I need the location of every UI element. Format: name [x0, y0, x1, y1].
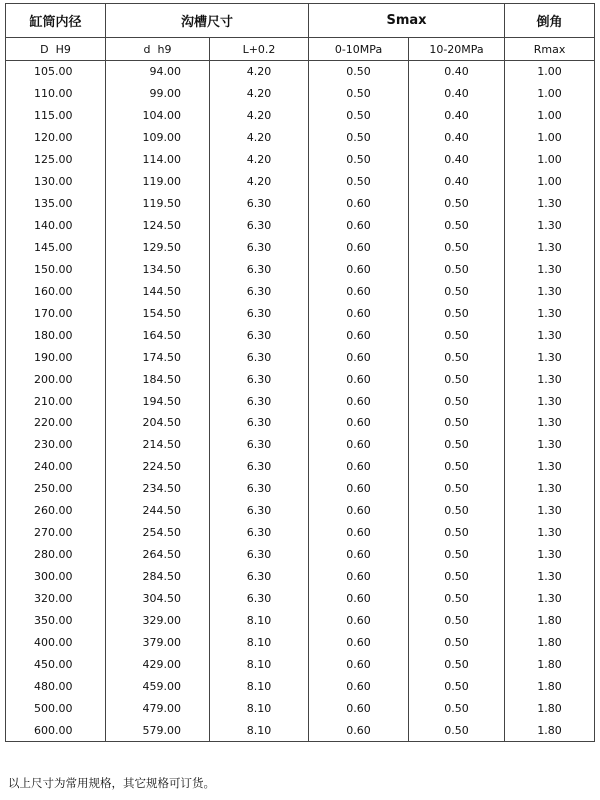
table-cell: 1.30: [505, 193, 595, 215]
subheader-l: L+0.2: [210, 38, 309, 61]
table-cell: 320.00: [6, 588, 106, 610]
table-cell: 450.00: [6, 653, 106, 675]
table-cell: 0.50: [409, 193, 505, 215]
table-cell: 0.50: [409, 653, 505, 675]
table-cell: 0.50: [409, 697, 505, 719]
table-cell: 1.30: [505, 434, 595, 456]
table-cell: 1.30: [505, 280, 595, 302]
table-row: [6, 83, 595, 105]
table-cell: 0.40: [409, 149, 505, 171]
table-cell: 8.10: [210, 653, 309, 675]
header-chamfer: 倒角: [505, 4, 595, 38]
table-cell: 174.50: [106, 346, 210, 368]
table-row: [6, 302, 595, 324]
table-cell: 109.00: [106, 127, 210, 149]
table-row: [6, 412, 595, 434]
table-cell: 114.00: [106, 149, 210, 171]
table-cell: 1.30: [505, 215, 595, 237]
table-cell: 150.00: [6, 258, 106, 280]
table-cell: 214.50: [106, 434, 210, 456]
table-cell: 6.30: [210, 434, 309, 456]
table-cell: 6.30: [210, 478, 309, 500]
table-cell: 4.20: [210, 61, 309, 83]
table-cell: 6.30: [210, 193, 309, 215]
table-row: [6, 127, 595, 149]
table-cell: 144.50: [106, 280, 210, 302]
table-cell: 0.50: [409, 522, 505, 544]
table-cell: 1.30: [505, 588, 595, 610]
table-cell: 170.00: [6, 302, 106, 324]
table-cell: 4.20: [210, 171, 309, 193]
table-cell: 1.80: [505, 653, 595, 675]
table-cell: 0.60: [309, 368, 409, 390]
table-cell: 140.00: [6, 215, 106, 237]
table-cell: 8.10: [210, 631, 309, 653]
table-cell: 579.00: [106, 719, 210, 741]
table-cell: 0.60: [309, 193, 409, 215]
table-row: [6, 149, 595, 171]
table-cell: 1.00: [505, 61, 595, 83]
table-cell: 0.50: [409, 324, 505, 346]
table-cell: 0.50: [409, 280, 505, 302]
table-cell: 124.50: [106, 215, 210, 237]
table-cell: 0.60: [309, 478, 409, 500]
table-cell: 1.80: [505, 675, 595, 697]
table-cell: 224.50: [106, 456, 210, 478]
table-cell: 0.60: [309, 653, 409, 675]
table-cell: 0.60: [309, 390, 409, 412]
table-cell: 204.50: [106, 412, 210, 434]
table-cell: 0.50: [409, 478, 505, 500]
table-cell: 244.50: [106, 500, 210, 522]
table-cell: 6.30: [210, 237, 309, 259]
table-cell: 145.00: [6, 237, 106, 259]
table-cell: 1.80: [505, 609, 595, 631]
table-cell: 190.00: [6, 346, 106, 368]
subheader-d-h9-groove: d h9: [106, 38, 210, 61]
table-cell: 135.00: [6, 193, 106, 215]
table-cell: 1.30: [505, 258, 595, 280]
table-cell: 0.40: [409, 105, 505, 127]
table-cell: 6.30: [210, 412, 309, 434]
table-row: [6, 434, 595, 456]
table-cell: 329.00: [106, 609, 210, 631]
table-row: [6, 588, 595, 610]
table-cell: 194.50: [106, 390, 210, 412]
table-cell: 1.30: [505, 302, 595, 324]
table-cell: 1.30: [505, 456, 595, 478]
table-row: [6, 280, 595, 302]
table-cell: 4.20: [210, 105, 309, 127]
table-cell: 1.00: [505, 127, 595, 149]
table-cell: 1.30: [505, 500, 595, 522]
table-cell: 1.30: [505, 346, 595, 368]
table-cell: 8.10: [210, 675, 309, 697]
table-cell: 0.50: [409, 544, 505, 566]
table-cell: 0.60: [309, 675, 409, 697]
subheader-0-10mpa: 0-10MPa: [309, 38, 409, 61]
table-cell: 0.60: [309, 522, 409, 544]
table-cell: 400.00: [6, 631, 106, 653]
subheader-rmax: Rmax: [505, 38, 595, 61]
table-row: [6, 675, 595, 697]
table-cell: 429.00: [106, 653, 210, 675]
table-cell: 0.50: [309, 105, 409, 127]
table-cell: 254.50: [106, 522, 210, 544]
table-cell: 0.50: [409, 719, 505, 741]
table-cell: 6.30: [210, 280, 309, 302]
table-cell: 500.00: [6, 697, 106, 719]
table-cell: 8.10: [210, 609, 309, 631]
table-cell: 350.00: [6, 609, 106, 631]
header-smax: Smax: [309, 4, 505, 38]
table-cell: 459.00: [106, 675, 210, 697]
table-cell: 160.00: [6, 280, 106, 302]
table-cell: 6.30: [210, 368, 309, 390]
table-cell: 0.40: [409, 83, 505, 105]
header-groove-size: 沟槽尺寸: [106, 4, 309, 38]
table-cell: 120.00: [6, 127, 106, 149]
table-cell: 6.30: [210, 324, 309, 346]
table-cell: 0.60: [309, 588, 409, 610]
table-cell: 4.20: [210, 127, 309, 149]
table-row: [6, 368, 595, 390]
table-cell: 6.30: [210, 544, 309, 566]
table-cell: 0.60: [309, 631, 409, 653]
table-cell: 1.80: [505, 719, 595, 741]
table-row: [6, 193, 595, 215]
table-cell: 6.30: [210, 346, 309, 368]
table-cell: 1.80: [505, 697, 595, 719]
table-cell: 164.50: [106, 324, 210, 346]
table-cell: 1.30: [505, 544, 595, 566]
footnote: 以上尺寸为常用规格，其它规格可订货。: [8, 776, 215, 790]
table-cell: 0.40: [409, 171, 505, 193]
table-cell: 0.60: [309, 609, 409, 631]
table-cell: 1.00: [505, 83, 595, 105]
table-cell: 0.50: [409, 258, 505, 280]
table-cell: 0.50: [409, 500, 505, 522]
table-cell: 480.00: [6, 675, 106, 697]
table-cell: 184.50: [106, 368, 210, 390]
table-cell: 0.60: [309, 302, 409, 324]
table-cell: 0.50: [309, 149, 409, 171]
table-row: [6, 522, 595, 544]
header-row-sub: [6, 38, 595, 61]
table-cell: 1.30: [505, 237, 595, 259]
table-row: [6, 324, 595, 346]
table-cell: 6.30: [210, 390, 309, 412]
table-cell: 1.30: [505, 412, 595, 434]
table-cell: 8.10: [210, 697, 309, 719]
table-cell: 0.60: [309, 324, 409, 346]
table-cell: 6.30: [210, 456, 309, 478]
header-row-top: [6, 4, 595, 38]
table-cell: 1.30: [505, 478, 595, 500]
table-cell: 125.00: [6, 149, 106, 171]
table-cell: 104.00: [106, 105, 210, 127]
table-cell: 0.60: [309, 237, 409, 259]
table-row: [6, 237, 595, 259]
table-cell: 115.00: [6, 105, 106, 127]
table-cell: 234.50: [106, 478, 210, 500]
table-row: [6, 346, 595, 368]
table-cell: 0.50: [409, 390, 505, 412]
table-cell: 1.30: [505, 522, 595, 544]
table-cell: 0.60: [309, 215, 409, 237]
table-cell: 284.50: [106, 566, 210, 588]
table-cell: 0.50: [409, 302, 505, 324]
table-row: [6, 456, 595, 478]
table-cell: 1.30: [505, 566, 595, 588]
table-cell: 379.00: [106, 631, 210, 653]
table-cell: 0.50: [409, 456, 505, 478]
table-cell: 4.20: [210, 83, 309, 105]
table-cell: 0.50: [409, 675, 505, 697]
table-cell: 0.60: [309, 280, 409, 302]
table-cell: 0.50: [409, 237, 505, 259]
table-row: [6, 390, 595, 412]
header-bore-diameter: 缸筒内径: [6, 4, 106, 38]
table-cell: 210.00: [6, 390, 106, 412]
table-row: [6, 653, 595, 675]
table-cell: 0.50: [409, 631, 505, 653]
table-cell: 240.00: [6, 456, 106, 478]
table-row: [6, 609, 595, 631]
table-row: [6, 215, 595, 237]
table-cell: 0.60: [309, 456, 409, 478]
table-cell: 0.50: [409, 434, 505, 456]
table-cell: 0.50: [409, 566, 505, 588]
table-cell: 129.50: [106, 237, 210, 259]
table-cell: 479.00: [106, 697, 210, 719]
table-cell: 6.30: [210, 258, 309, 280]
table-row: [6, 631, 595, 653]
table-cell: 0.50: [309, 61, 409, 83]
table-cell: 6.30: [210, 522, 309, 544]
table-cell: 280.00: [6, 544, 106, 566]
table-row: [6, 171, 595, 193]
table-cell: 6.30: [210, 500, 309, 522]
table-cell: 1.00: [505, 149, 595, 171]
table-cell: 300.00: [6, 566, 106, 588]
table-cell: 0.40: [409, 61, 505, 83]
table-row: [6, 697, 595, 719]
table-row: [6, 566, 595, 588]
table-cell: 304.50: [106, 588, 210, 610]
table-cell: 0.50: [309, 127, 409, 149]
table-cell: 130.00: [6, 171, 106, 193]
table-cell: 220.00: [6, 412, 106, 434]
table-cell: 270.00: [6, 522, 106, 544]
table-cell: 94.00: [106, 61, 210, 83]
table-cell: 0.60: [309, 346, 409, 368]
table-row: [6, 258, 595, 280]
table-cell: 134.50: [106, 258, 210, 280]
table-cell: 6.30: [210, 566, 309, 588]
table-row: [6, 478, 595, 500]
table-row: [6, 500, 595, 522]
table-cell: 180.00: [6, 324, 106, 346]
table-cell: 1.30: [505, 390, 595, 412]
table-cell: 260.00: [6, 500, 106, 522]
table-cell: 6.30: [210, 215, 309, 237]
table-cell: 1.30: [505, 324, 595, 346]
table-cell: 6.30: [210, 302, 309, 324]
table-cell: 0.50: [309, 83, 409, 105]
table-row: [6, 544, 595, 566]
table-cell: 8.10: [210, 719, 309, 741]
table-cell: 119.00: [106, 171, 210, 193]
table-cell: 600.00: [6, 719, 106, 741]
table-cell: 0.60: [309, 544, 409, 566]
table-cell: 105.00: [6, 61, 106, 83]
table-cell: 230.00: [6, 434, 106, 456]
table-cell: 154.50: [106, 302, 210, 324]
table-cell: 4.20: [210, 149, 309, 171]
table-cell: 0.50: [409, 346, 505, 368]
table-cell: 0.50: [409, 412, 505, 434]
table-cell: 0.60: [309, 500, 409, 522]
table-row: [6, 61, 595, 83]
table-cell: 0.60: [309, 719, 409, 741]
table-cell: 0.40: [409, 127, 505, 149]
table-cell: 0.60: [309, 258, 409, 280]
table-cell: 0.50: [409, 588, 505, 610]
table-cell: 119.50: [106, 193, 210, 215]
subheader-10-20mpa: 10-20MPa: [409, 38, 505, 61]
table-cell: 110.00: [6, 83, 106, 105]
table-cell: 0.60: [309, 697, 409, 719]
table-cell: 250.00: [6, 478, 106, 500]
table-cell: 1.80: [505, 631, 595, 653]
table-cell: 200.00: [6, 368, 106, 390]
spec-table: [5, 3, 595, 742]
table-cell: 264.50: [106, 544, 210, 566]
table-cell: 0.60: [309, 434, 409, 456]
subheader-d-h9: D H9: [6, 38, 106, 61]
table-cell: 1.00: [505, 105, 595, 127]
table-body: [6, 61, 595, 742]
table-cell: 99.00: [106, 83, 210, 105]
table-cell: 0.50: [309, 171, 409, 193]
table-cell: 6.30: [210, 588, 309, 610]
table-row: [6, 105, 595, 127]
table-cell: 1.30: [505, 368, 595, 390]
table-cell: 0.60: [309, 566, 409, 588]
table-cell: 0.50: [409, 368, 505, 390]
table-cell: 0.60: [309, 412, 409, 434]
table-cell: 0.50: [409, 215, 505, 237]
table-row: [6, 719, 595, 741]
table-cell: 1.00: [505, 171, 595, 193]
table-cell: 0.50: [409, 609, 505, 631]
